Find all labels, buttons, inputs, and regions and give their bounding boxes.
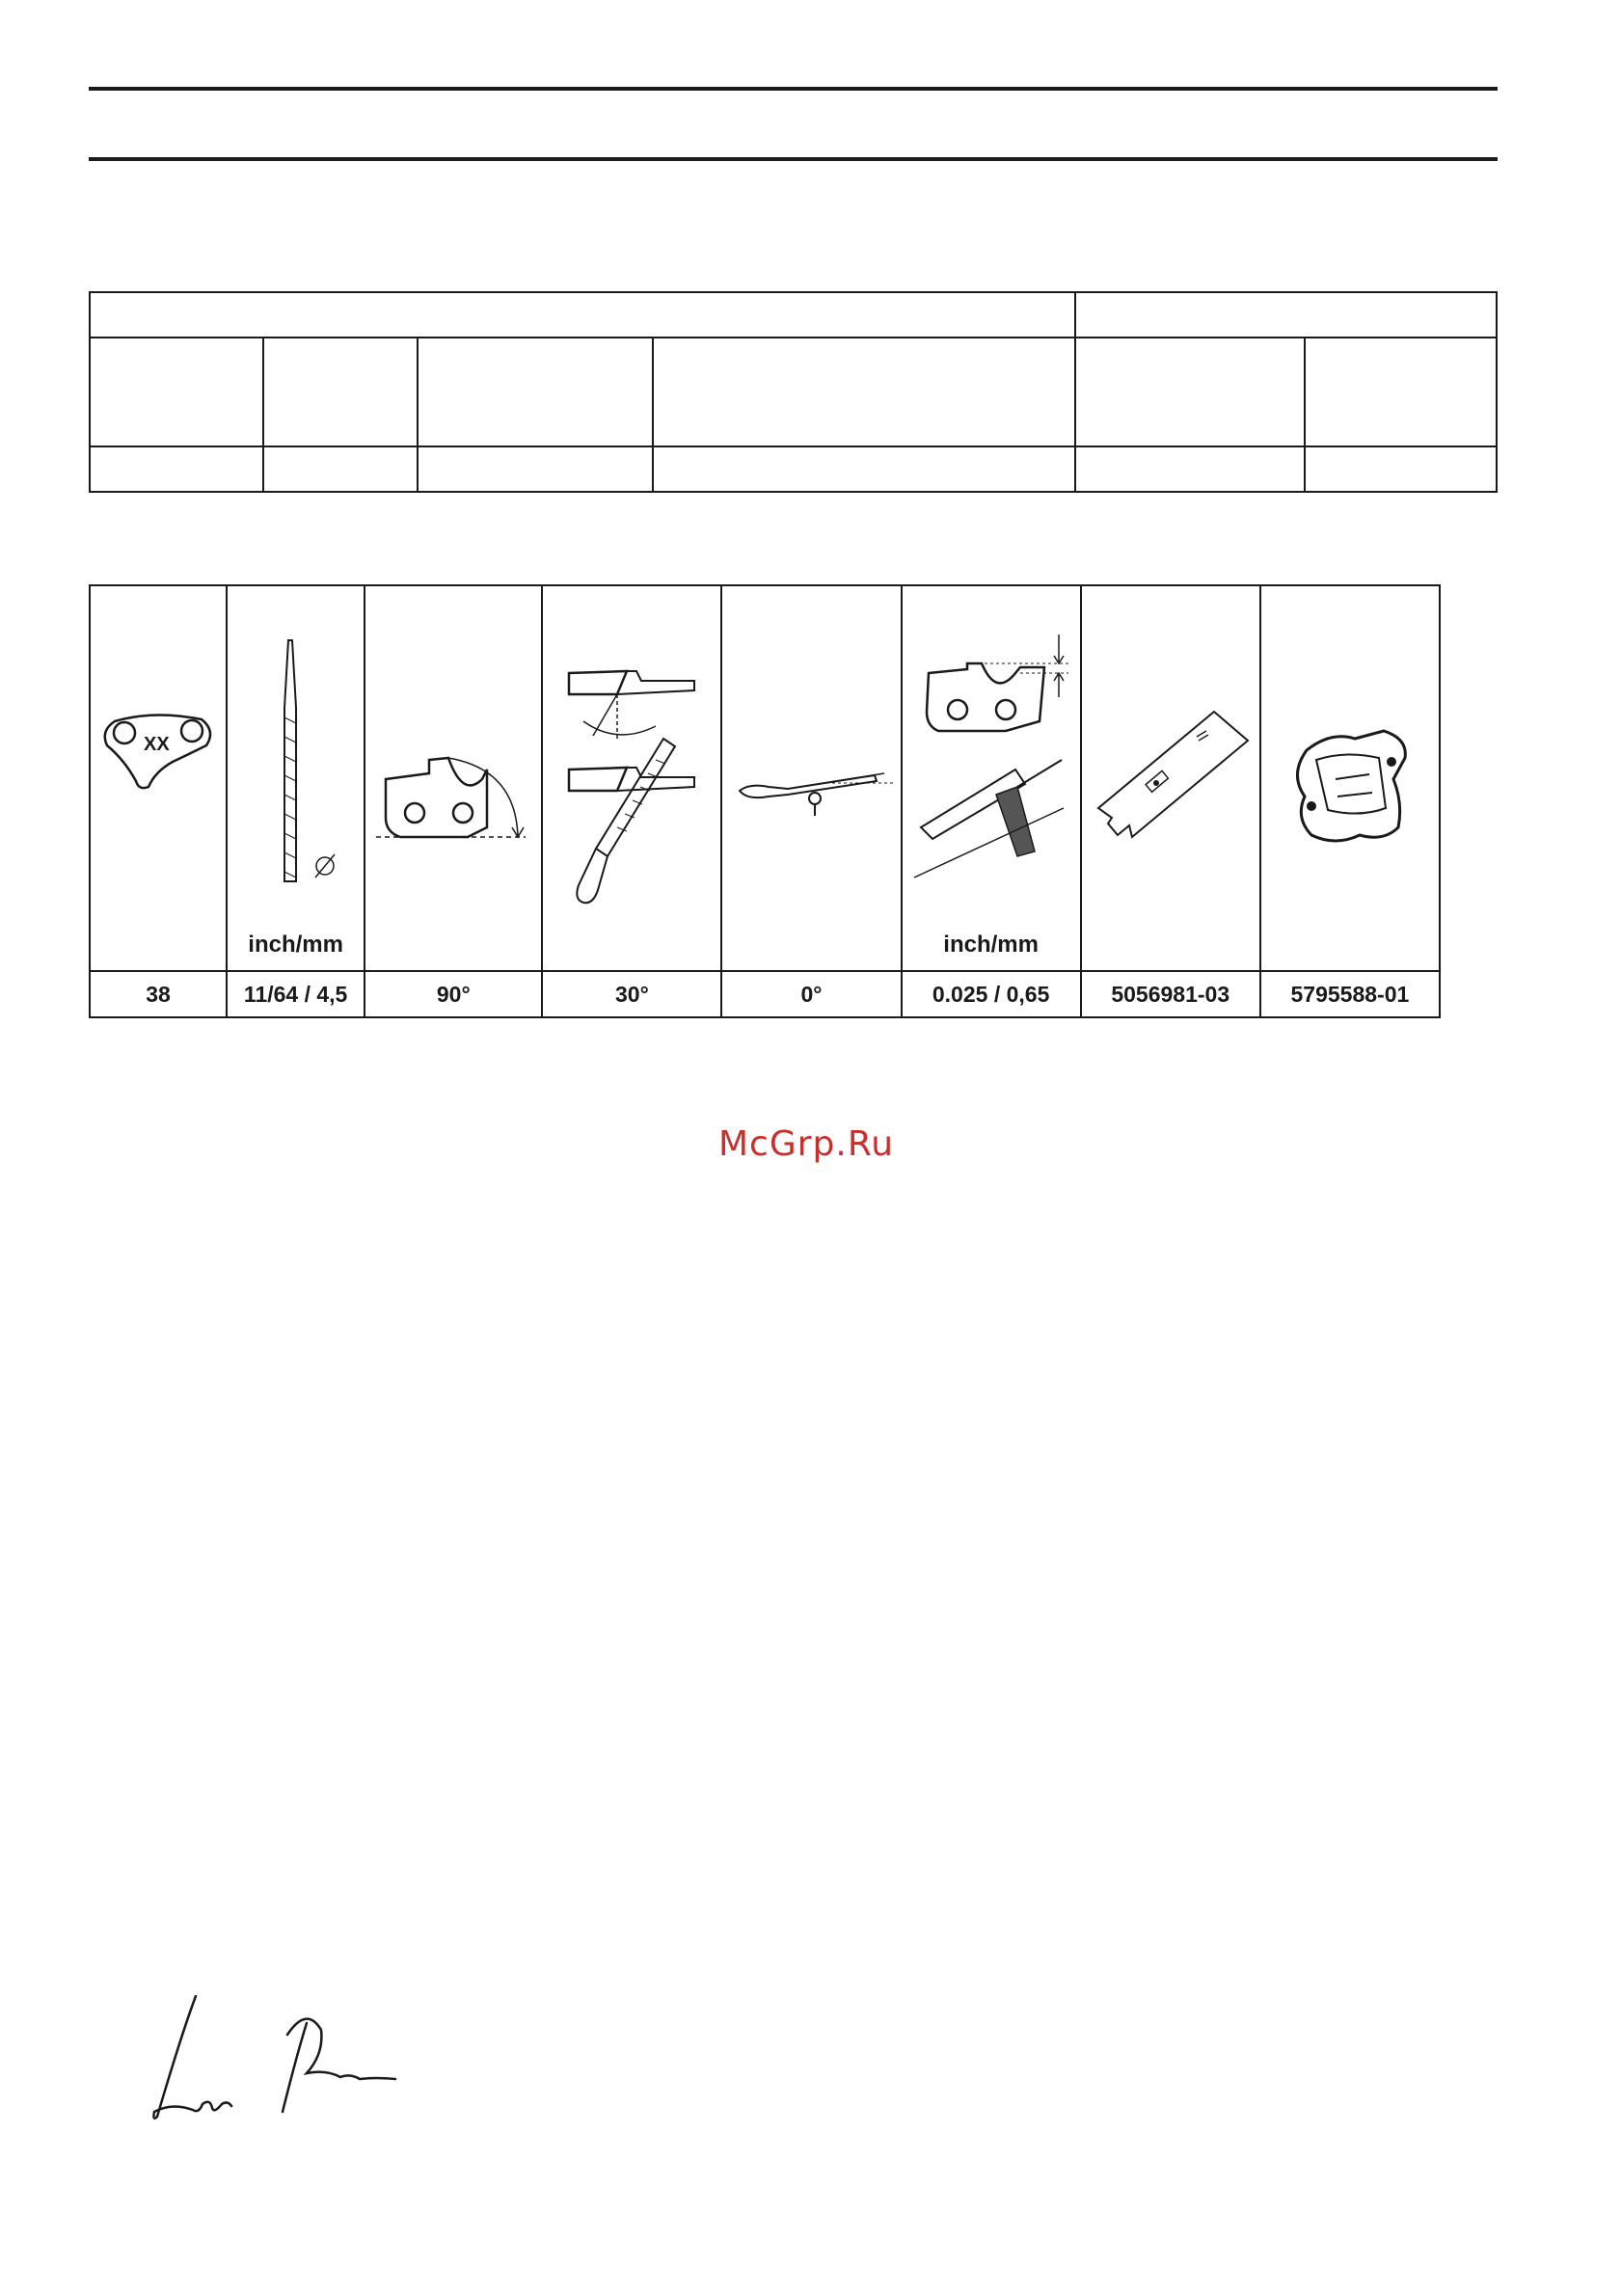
table-cell [1305, 338, 1497, 446]
table-cell [653, 446, 1075, 492]
table-cell [1075, 338, 1305, 446]
top-plate-angle-cell [365, 585, 542, 971]
round-file-icon [248, 631, 344, 891]
value-file-diameter: 11/64 / 4,5 [227, 971, 365, 1017]
table-cell [263, 338, 418, 446]
file-holder-icon [730, 750, 894, 827]
table-header-left [90, 292, 1075, 338]
value-file-holder-angle: 0° [721, 971, 901, 1017]
table-cell [653, 338, 1075, 446]
table-cell [418, 338, 653, 446]
table-cell [263, 446, 418, 492]
value-top-plate-angle: 90° [365, 971, 542, 1017]
depth-gauge-icon [909, 625, 1073, 885]
file-guide-cell [1260, 585, 1440, 971]
sharpening-spec-table [89, 584, 1441, 1018]
table-header-right [1075, 292, 1497, 338]
marking-text: XX [144, 734, 170, 755]
table-cell [90, 338, 263, 446]
file-angle-90-icon [371, 741, 535, 876]
file-holder-angle-cell [721, 585, 901, 971]
table-cell [418, 446, 653, 492]
depth-gauge-tool-icon [1089, 702, 1253, 856]
header-rule-top [89, 87, 1498, 91]
header-rule-bottom [89, 157, 1498, 161]
file-unit: inch/mm [248, 932, 343, 958]
value-depth-gauge: 0.025 / 0,65 [902, 971, 1081, 1017]
value-filing-angle: 30° [542, 971, 721, 1017]
signature [143, 1977, 413, 2131]
drive-link-marking-icon [95, 702, 221, 856]
file-angle-30-icon [559, 635, 704, 924]
depth-gauge-cell [902, 585, 1081, 971]
table-cell [1305, 446, 1497, 492]
table-cell [90, 446, 263, 492]
depth-gauge-tool-cell [1081, 585, 1260, 971]
table-cell [1075, 446, 1305, 492]
value-file-guide: 5795588-01 [1260, 971, 1440, 1017]
value-depth-gauge-tool: 5056981-03 [1081, 971, 1260, 1017]
filing-angle-cell [542, 585, 721, 971]
value-drive-link: 38 [90, 971, 227, 1017]
drive-link-cell [90, 585, 227, 971]
watermark: McGrp.Ru [718, 1124, 895, 1164]
combination-table [89, 291, 1498, 493]
file-guide-icon [1278, 721, 1422, 866]
file-size-cell [227, 585, 365, 971]
depth-gauge-unit: inch/mm [943, 932, 1039, 958]
